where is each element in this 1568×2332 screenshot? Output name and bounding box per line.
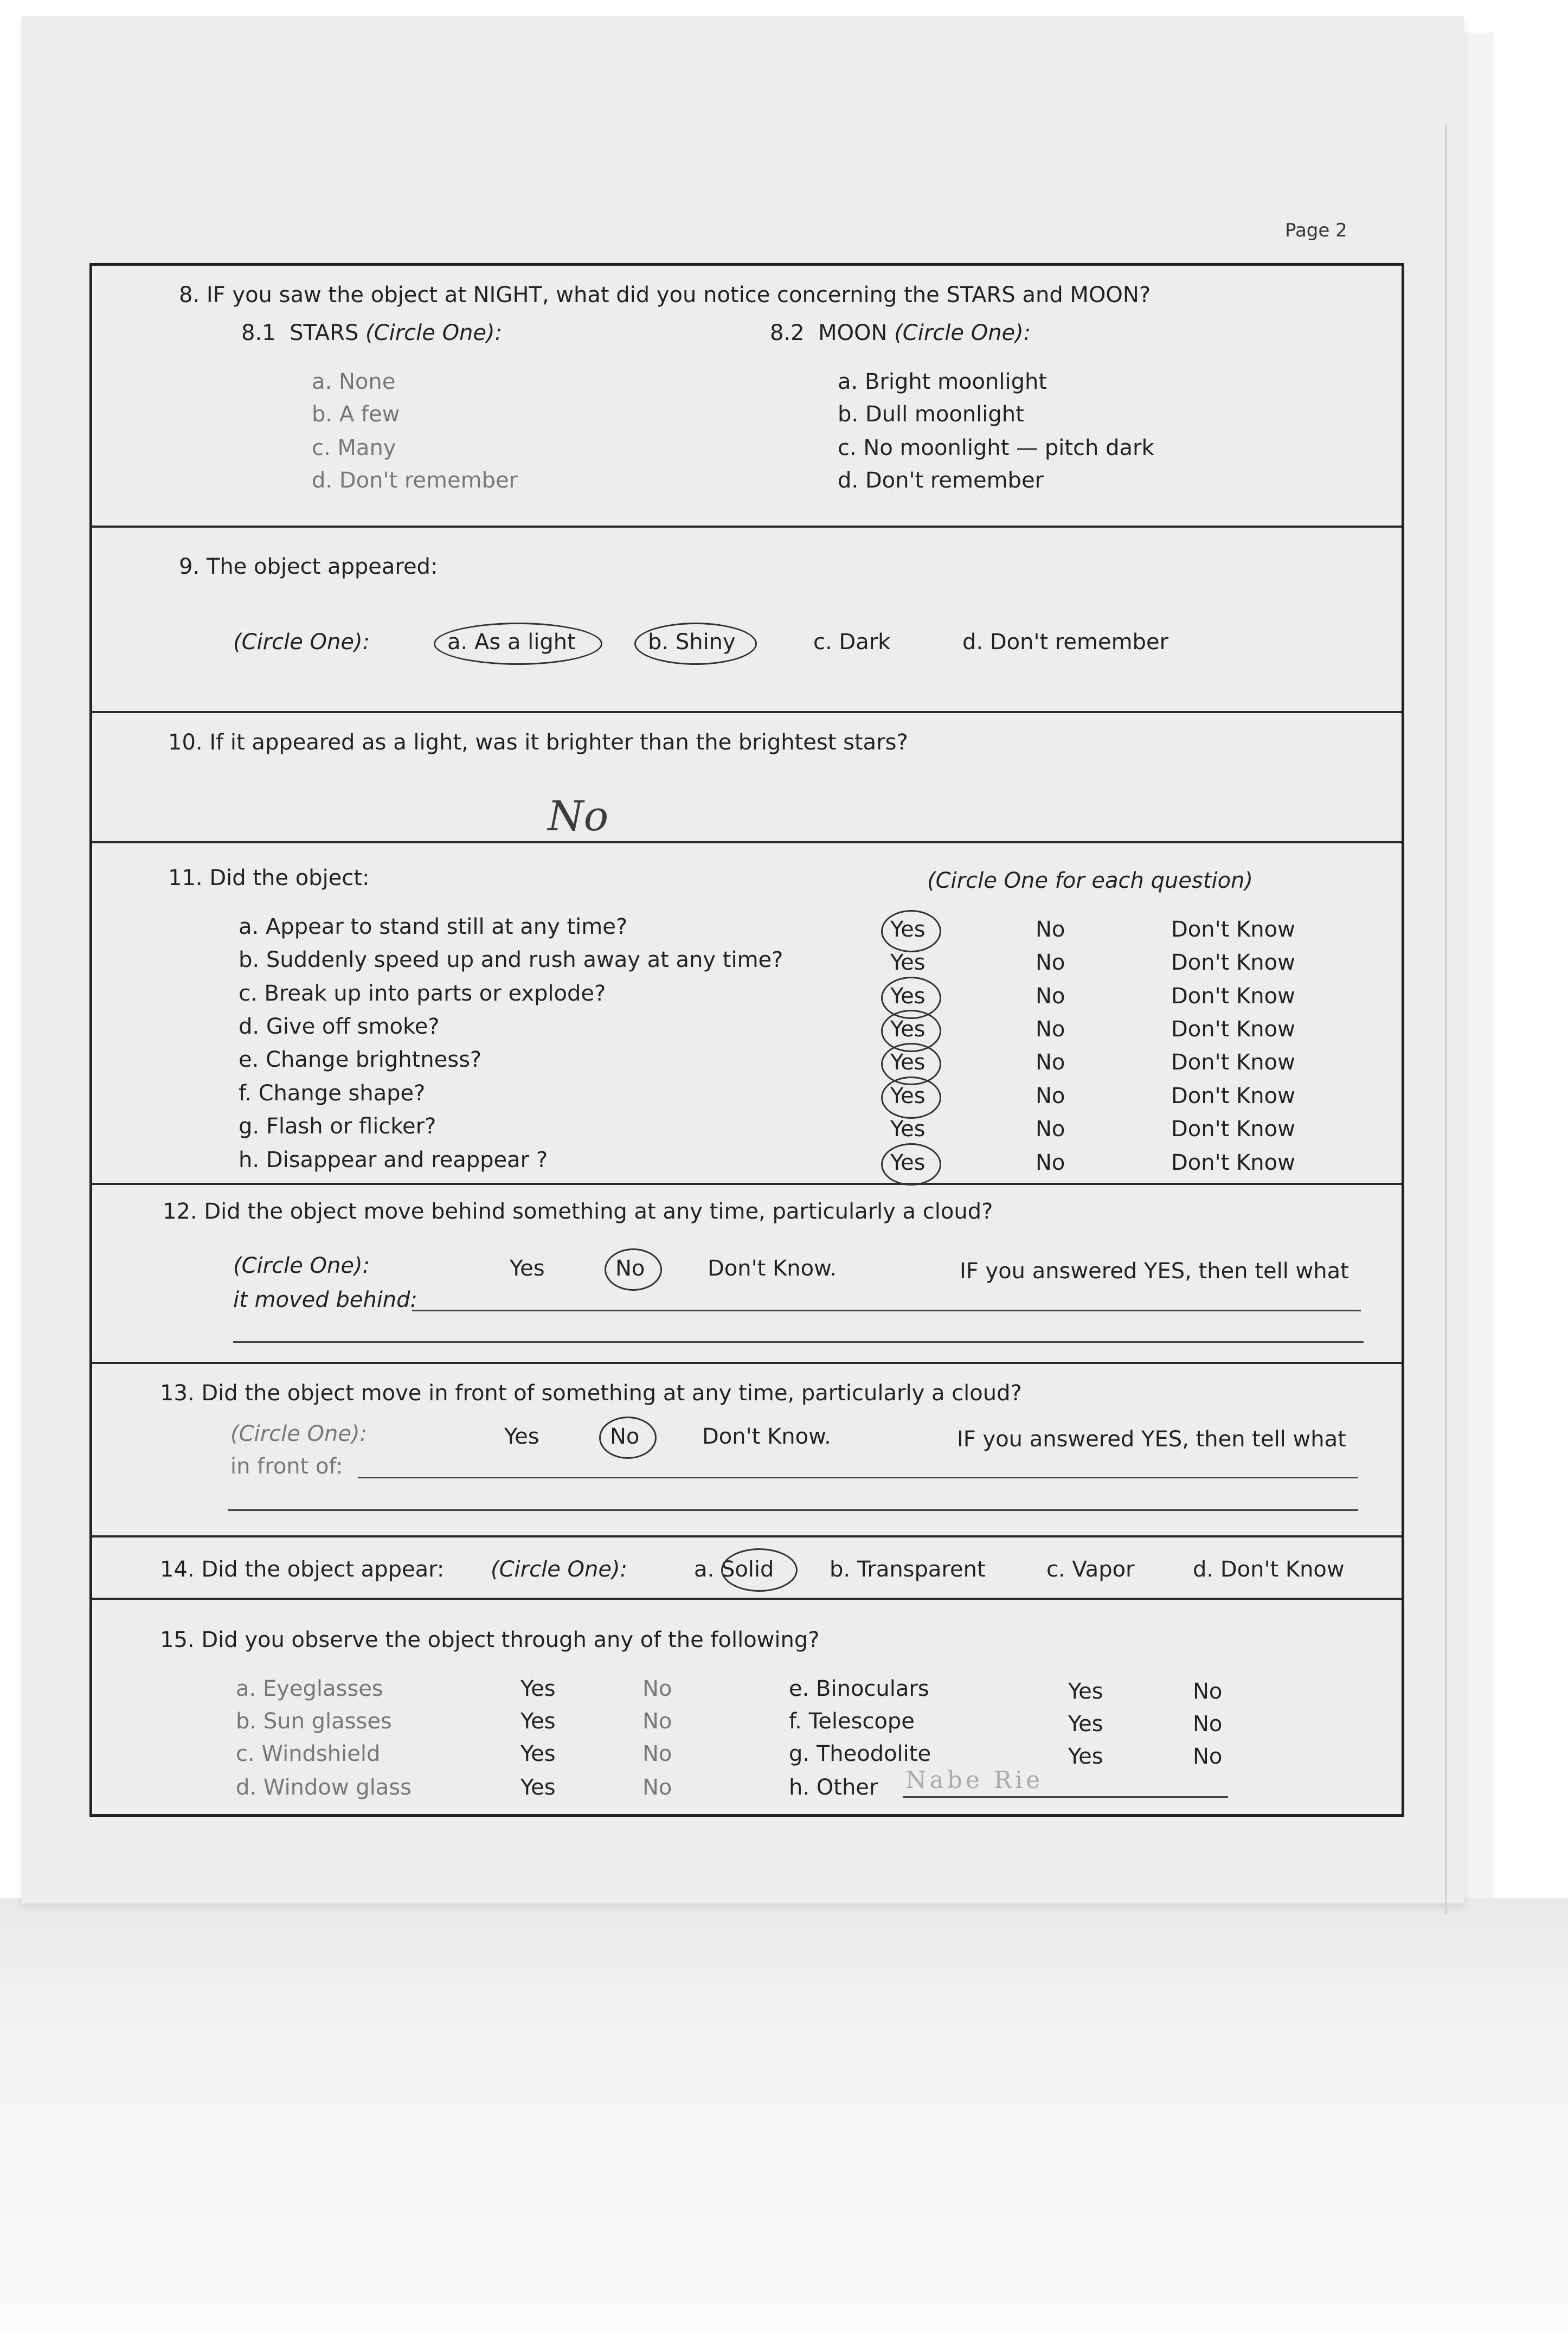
q15-a-no[interactable]: No — [642, 1676, 672, 1701]
stars-heading: 8.1 STARS (Circle One): — [241, 321, 503, 345]
question-11-instruction: (Circle One for each question) — [927, 868, 1253, 893]
q11-a-answer[interactable]: Yes — [890, 917, 926, 942]
q14-option-b[interactable]: b. Transparent — [830, 1557, 986, 1582]
q15-g-no[interactable]: No — [1193, 1744, 1223, 1769]
q11-c-dont-know[interactable]: Don't Know — [1171, 984, 1295, 1009]
handwritten-answer: No — [548, 792, 609, 840]
q12-answer-line-1[interactable] — [412, 1310, 1361, 1311]
moon-heading: 8.2 MOON (Circle One): — [770, 321, 1031, 345]
q11-item-e: e. Change brightness? — [239, 1047, 482, 1072]
question-10 — [92, 713, 1402, 843]
q11-item-h: h. Disappear and reappear ? — [239, 1148, 548, 1173]
question-14 — [92, 1537, 1402, 1600]
q11-item-d: d. Give off smoke? — [239, 1014, 440, 1039]
q11-d-answer[interactable]: Yes — [890, 1017, 926, 1042]
q14-option-d[interactable]: d. Don't Know — [1193, 1557, 1345, 1582]
q14-option-c[interactable]: c. Vapor — [1046, 1557, 1135, 1582]
q15-c-no[interactable]: No — [642, 1741, 672, 1766]
q15-c-yes[interactable]: Yes — [520, 1741, 556, 1766]
answer-circle — [634, 623, 757, 665]
q11-b-yes[interactable]: Yes — [890, 950, 926, 975]
q11-e-no[interactable]: No — [1036, 1050, 1065, 1075]
q15-other-answer: Nabe Rie — [905, 1766, 1044, 1794]
q15-e-yes[interactable]: Yes — [1068, 1679, 1103, 1704]
answer-circle — [434, 623, 602, 665]
q11-b-no[interactable]: No — [1036, 950, 1065, 975]
q11-item-b: b. Suddenly speed up and rush away at any time? — [239, 947, 783, 972]
appearance-option-b[interactable]: b. Shiny — [648, 630, 736, 655]
q15-f-yes[interactable]: Yes — [1068, 1712, 1103, 1737]
answer-circle — [599, 1417, 657, 1459]
q11-f-no[interactable]: No — [1036, 1084, 1065, 1109]
q11-h-no[interactable]: No — [1036, 1150, 1065, 1175]
question-11-text: 11. Did the object: — [168, 866, 370, 890]
q11-a-dont-know[interactable]: Don't Know — [1171, 917, 1295, 942]
q15-item-a: a. Eyeglasses — [236, 1676, 383, 1701]
q12-no[interactable]: No — [615, 1256, 645, 1281]
q14-option-a[interactable]: a. Solid — [694, 1557, 774, 1582]
q15-b-yes[interactable]: Yes — [520, 1709, 556, 1734]
stars-option-b[interactable]: b. A few — [312, 402, 400, 427]
q15-item-h: h. Other — [789, 1775, 878, 1800]
q11-item-g: g. Flash or flicker? — [239, 1114, 436, 1139]
background-shadow — [0, 1898, 1568, 2332]
question-12-instruction: (Circle One): — [233, 1253, 370, 1278]
question-8-text: 8. IF you saw the object at NIGHT, what did you notice concerning the STARS and MOON? — [179, 283, 1151, 307]
question-9-text: 9. The object appeared: — [179, 554, 438, 579]
question-13-instruction: (Circle One): — [230, 1421, 368, 1446]
q13-dont-know[interactable]: Don't Know. — [702, 1424, 831, 1449]
q11-e-answer[interactable]: Yes — [890, 1050, 926, 1075]
moon-option-c[interactable]: c. No moonlight — pitch dark — [838, 435, 1154, 460]
q13-no[interactable]: No — [610, 1424, 640, 1449]
q15-item-e: e. Binoculars — [789, 1676, 929, 1701]
question-8 — [92, 266, 1402, 528]
question-15-text: 15. Did you observe the object through any of the following? — [160, 1628, 820, 1652]
answer-circle — [605, 1248, 662, 1291]
q11-item-a: a. Appear to stand still at any time? — [239, 914, 628, 939]
q11-h-dont-know[interactable]: Don't Know — [1171, 1150, 1295, 1175]
q11-g-dont-know[interactable]: Don't Know — [1171, 1117, 1295, 1142]
q15-d-yes[interactable]: Yes — [520, 1775, 556, 1800]
question-15 — [92, 1600, 1402, 1820]
questionnaire-form — [89, 263, 1404, 1817]
q13-answer-line-1[interactable] — [358, 1477, 1358, 1478]
q15-item-g: g. Theodolite — [789, 1741, 931, 1766]
question-13 — [92, 1364, 1402, 1537]
q11-item-c: c. Break up into parts or explode? — [239, 981, 606, 1006]
q15-b-no[interactable]: No — [642, 1709, 672, 1734]
q13-yes[interactable]: Yes — [504, 1424, 539, 1449]
question-12-text: 12. Did the object move behind something at any time, particularly a cloud? — [163, 1199, 993, 1224]
page-number: Page 2 — [1285, 220, 1347, 241]
q11-c-answer[interactable]: Yes — [890, 984, 926, 1009]
question-11 — [92, 843, 1402, 1185]
question-13-text: 13. Did the object move in front of something at any time, particularly a cloud? — [160, 1381, 1022, 1406]
answer-circle — [881, 1077, 941, 1119]
question-12 — [92, 1185, 1402, 1364]
appearance-option-d[interactable]: d. Don't remember — [962, 630, 1168, 655]
q12-followup-label: it moved behind: — [233, 1287, 418, 1312]
q13-followup: IF you answered YES, then tell what — [957, 1427, 1346, 1452]
q12-dont-know[interactable]: Don't Know. — [708, 1256, 837, 1281]
question-14-instruction: (Circle One): — [491, 1557, 628, 1582]
q11-g-yes[interactable]: Yes — [890, 1117, 926, 1142]
moon-option-d[interactable]: d. Don't remember — [838, 468, 1044, 493]
q11-d-no[interactable]: No — [1036, 1017, 1065, 1042]
q11-c-no[interactable]: No — [1036, 984, 1065, 1009]
q11-b-dont-know[interactable]: Don't Know — [1171, 950, 1295, 975]
stars-option-c[interactable]: c. Many — [312, 435, 396, 460]
q11-h-answer[interactable]: Yes — [890, 1150, 926, 1175]
q15-item-b: b. Sun glasses — [236, 1709, 392, 1734]
appearance-option-a[interactable]: a. As a light — [447, 630, 576, 655]
stars-option-a[interactable]: a. None — [312, 369, 396, 394]
appearance-option-c[interactable]: c. Dark — [813, 630, 891, 655]
moon-option-b[interactable]: b. Dull moonlight — [838, 402, 1024, 427]
q15-item-d: d. Window glass — [236, 1775, 412, 1800]
page-fold — [1445, 125, 1447, 1914]
answer-circle — [881, 1143, 941, 1186]
q11-g-no[interactable]: No — [1036, 1117, 1065, 1142]
q15-e-no[interactable]: No — [1193, 1679, 1223, 1704]
answer-circle — [721, 1548, 798, 1592]
q11-a-no[interactable]: No — [1036, 917, 1065, 942]
q11-d-dont-know[interactable]: Don't Know — [1171, 1017, 1295, 1042]
q15-d-no[interactable]: No — [642, 1775, 672, 1800]
stars-option-d[interactable]: d. Don't remember — [312, 468, 518, 493]
q12-yes[interactable]: Yes — [510, 1256, 545, 1281]
q13-followup-label: in front of: — [230, 1454, 343, 1479]
q11-f-dont-know[interactable]: Don't Know — [1171, 1084, 1295, 1109]
question-9 — [92, 528, 1402, 713]
q15-item-f: f. Telescope — [789, 1709, 915, 1734]
q12-followup: IF you answered YES, then tell what — [960, 1259, 1349, 1284]
q15-item-c: c. Windshield — [236, 1741, 381, 1766]
question-9-instruction: (Circle One): — [233, 630, 370, 655]
q15-f-no[interactable]: No — [1193, 1712, 1223, 1737]
answer-circle — [881, 910, 941, 952]
moon-option-a[interactable]: a. Bright moonlight — [838, 369, 1047, 394]
q11-f-answer[interactable]: Yes — [890, 1084, 926, 1109]
q11-item-f: f. Change shape? — [239, 1081, 426, 1106]
question-14-text: 14. Did the object appear: — [160, 1557, 445, 1582]
question-10-text: 10. If it appeared as a light, was it brighter than the brightest stars? — [168, 730, 908, 755]
q15-other-line[interactable] — [903, 1796, 1228, 1798]
form-page — [22, 16, 1464, 1904]
q13-answer-line-2[interactable] — [228, 1509, 1358, 1511]
q11-e-dont-know[interactable]: Don't Know — [1171, 1050, 1295, 1075]
q15-a-yes[interactable]: Yes — [520, 1676, 556, 1701]
q15-g-yes[interactable]: Yes — [1068, 1744, 1103, 1769]
q12-answer-line-2[interactable] — [233, 1341, 1364, 1343]
